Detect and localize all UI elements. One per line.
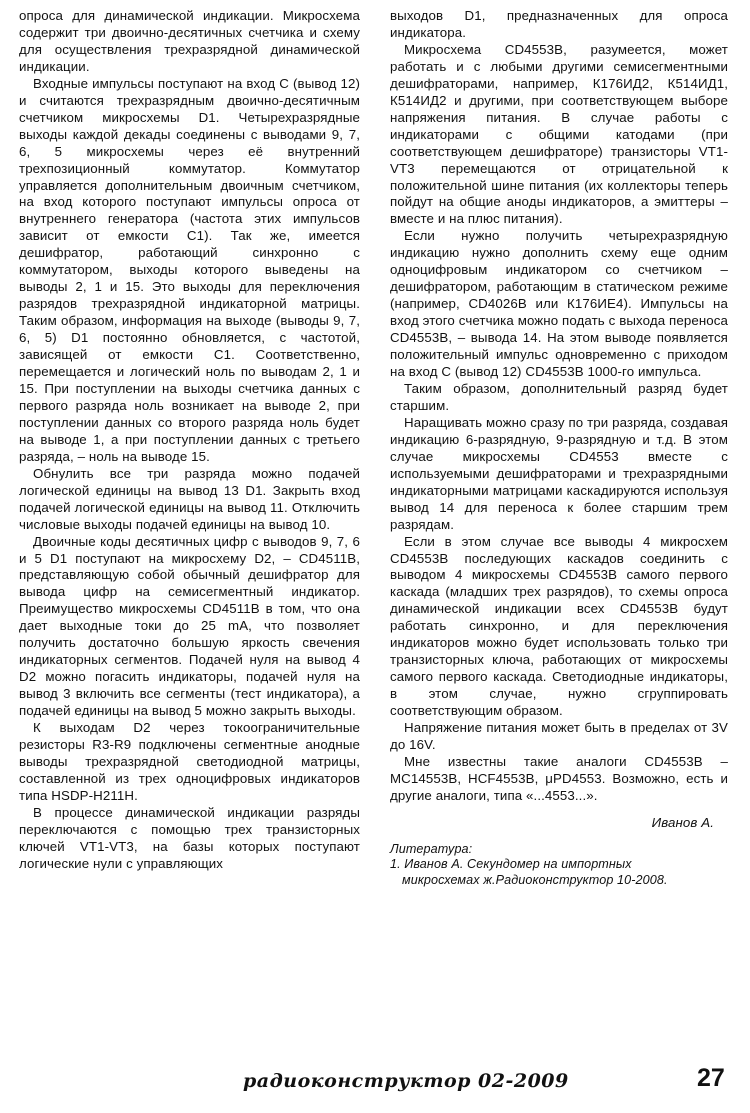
literature-item: 1. Иванов А. Секундомер на импортных (390, 857, 632, 872)
journal-footer: радиоконструктор 02-2009 (243, 1070, 569, 1092)
paragraph: Наращивать можно сразу по три разряда, создавая индикацию 6-разрядную, 9-разрядную и т.д. В этом случае микросхемы CD4553 вместе с используемыми дешифраторами и трехразрядными индикаторными матрицами каскадируются используя вывод 14 для переноса к более старшим трем разрядам. (390, 414, 729, 532)
literature-heading: Литература: (390, 841, 473, 856)
paragraph: В процессе динамической индикации разряды переключаются с помощью трех транзисторных ключей VT1-VT3, на базы которых поступают логические нули с управляющих (19, 804, 360, 871)
paragraph: Обнулить все три разряда можно подачей логической единицы на вывод 13 D1. Закрыть вход подачей логической единицы на вывод 11. Отключить числовые выходы подачей единицы на вывод 10. (19, 465, 360, 532)
paragraph: Если нужно получить четырехразрядную индикацию нужно дополнить схему еще одним одноцифровым индикатором со счетчиком – дешифратором, работающим в статическом режиме (например, CD4026B или К176ИЕ4). Импульсы на вход этого счетчика можно подать с выхода переноса CD4553B, – вывода 14. На этом выводе появляется положительный импульс одновременно с приходом на вход С (вывод 12) CD4553B 1000-го импульса. (390, 228, 728, 380)
paragraph: выходов D1, предназначенных для опроса индикатора. (390, 8, 728, 40)
paragraph: Входные импульсы поступают на вход С (вывод 12) и считаются трехразрядным двоично-десятичным счетчиком микросхемы D1. Четырехразрядные выходы каждой декады соединены с выводами 9, 7, 6, 5 микросхемы через её внутренний трехпозиционный коммутатор. Коммутатор управляется дополнительным двоичным счетчиком, на вход которого поступают импульсы опроса от внутреннего генератора (частота этих импульсов зависит от емкости С1). Так же, имеется дешифратор, работающий синхронно с коммутатором, выходы которого выведены на выводы 2, 1 и 15. Это выходы для переключения разрядов трехразрядной индикаторной матрицы. Таким образом, информация на выходе (выводы 9, 7, 6, 5) D1 постоянно обновляется, с частотой, зависящей от емкости С1. Соответственно, перемещается и логический ноль по выводам 2, 1 и 15. При поступлении на выходы счетчика данных с первого разряда ноль возникает на выводе 2, при поступлении данных со второго разряда ноль будет на выводе 1, а при поступлении данных с третьего разряда, – ноль на выводе 15. (19, 75, 360, 464)
paragraph: Мне известны такие аналоги CD4553B – MC14553B, HCF4553B, μPD4553. Возможно, есть и другие аналоги, типа «...4553...». (390, 753, 728, 803)
right-column (390, 8, 728, 888)
paragraph: опроса для динамической индикации. Микросхема содержит три двоично-десятичных счетчика и схему для осуществления трехразрядной динамической индикации. (19, 8, 360, 74)
paragraph: Микросхема CD4553B, разумеется, может работать и с любыми другими семисегментными дешифраторами, например, К176ИД2, К514ИД1, К514ИД2 и другими, при соответствующем выборе напряжения питания. В случае работы с индикаторами с общими катодами (при соответствующем дешифраторе) транзисторы VT1-VT3 перемещаются от отрицательной к положительной шине питания (их коллекторы теперь пойдут на общие аноды индикаторов, а эмиттеры – вместе и на плюс питания). (390, 41, 728, 227)
left-column (19, 8, 360, 873)
page-number: 27 (697, 1064, 725, 1092)
paragraph: К выходам D2 через токоограничительные резисторы R3-R9 подключены сегментные анодные выводы трехразрядной светодиодной матрицы, составленной из трех одноцифровых индикаторов типа HSDP-H211H. (19, 720, 360, 803)
paragraph: Напряжение питания может быть в пределах от 3V до 16V. (390, 720, 728, 752)
paragraph: Таким образом, дополнительный разряд будет старшим. (390, 380, 728, 413)
paragraph: Двоичные коды десятичных цифр с выводов 9, 7, 6 и 5 D1 поступают на микросхему D2, – CD4511B, представляющую собой обычный дешифратор для вывода цифр на семисегментный индикатор. Преимущество микросхемы CD4511B в том, что она дает выходные токи до 25 mA, что позволяет получить достаточно большую яркость свечения индикаторных сегментов. Подачей нуля на вывод 4 D2 можно погасить индикаторы, подачей нуля на вывод 3 включить все сегменты (тест индикатора), а подачей единицы на вывод 5 можно закрыть выходы. (19, 533, 360, 719)
literature-item-continuation: микросхемах ж.Радиоконструктор 10-2008. (402, 872, 668, 887)
paragraph: Если в этом случае все выводы 4 микросхем CD4553B последующих каскадов соединить с выводом 4 микросхемы CD4553B самого первого каскада (младших трех разрядов), то схемы опроса динамической индикации всех CD4553B будут работать синхронно, и для переключения индикаторов можно будет использовать только три транзисторных ключа, работающих от микросхемы самого первого каскада. Светодиодные индикаторы, в этом случае, нужно сгруппировать соответствующим образом. (390, 533, 728, 719)
author-signature: Иванов А. (651, 814, 714, 830)
literature-section (390, 842, 728, 889)
